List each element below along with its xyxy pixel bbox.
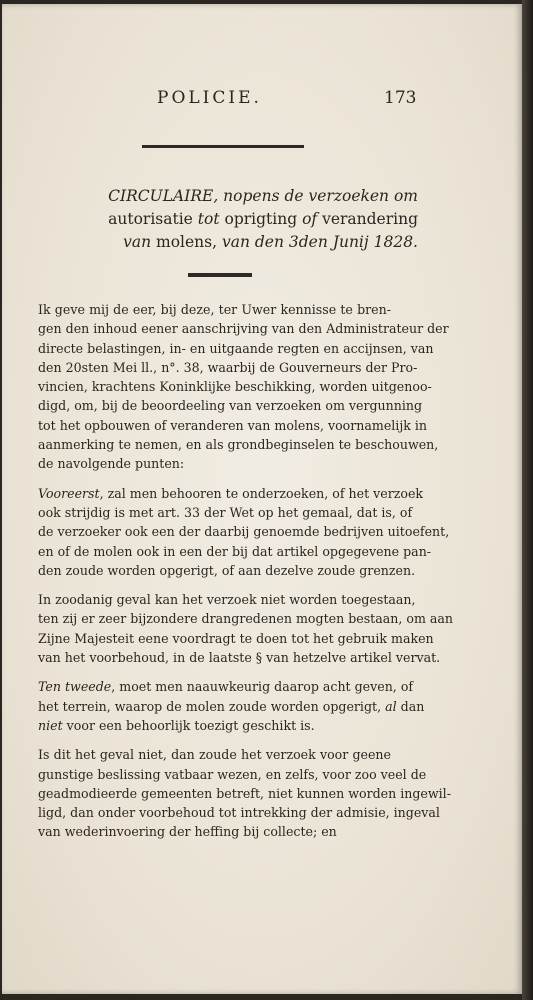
paragraph-1: Ik geve mij de eer, bij deze, ter Uwer kennisse te bren- gen den inhoud eener aanschrijving van den Administrateur der directe belastingen, in- en uitgaande regten en accijnsen, van den 20sten Mei ll., n°. 38, waarbij de Gouverneurs der Pro- vincien, krachtens Koninklijke beschikking, worden uitgenoo- digd, om, bij de beoordeeling van verzoeken om vergunning tot het opbouwen of veranderen van molens, voornamelijk in aanmerking te nemen, en als grondbeginselen te beschouwen, de navolgende punten: [38, 302, 449, 472]
book-page [2, 4, 522, 994]
paragraph-5: Is dit het geval niet, dan zoude het verzoek voor geene gunstige beslissing vatbaar wezen, en zelfs, voor zoo veel de geadmodieerde gemeenten betreft, niet kunnen worden ingewil- ligd, dan onder voorbehoud tot intrekking der admisie, ingeval van wederinvoering der heffing bij collecte; en [38, 747, 451, 840]
circular-heading [102, 185, 418, 254]
page-edge [522, 0, 533, 1000]
short-rule [188, 273, 252, 277]
heading-line-3: van molens, van den 3den Junij 1828. [123, 233, 418, 251]
body-text [38, 300, 454, 852]
paragraph-3: In zoodanig geval kan het verzoek niet worden toegestaan, ten zij er zeer bijzondere drangredenen mogten bestaan, om aan Zijne Majesteit eene voordragt te doen tot het gebruik maken van het voorbehoud, in de laatste § van hetzelve artikel vervat. [38, 592, 454, 666]
running-title: POLICIE. [157, 88, 262, 108]
heading-line-1: CIRCULAIRE, nopens de verzoeken om [108, 187, 418, 205]
heading-line-2: autorisatie tot oprigting of verandering [108, 210, 418, 228]
page-number: 173 [384, 88, 417, 108]
ornamental-rule [142, 145, 304, 148]
paragraph-4: Ten tweede, moet men naauwkeurig daarop acht geven, of het terrein, waarop de molen zoude worden opgerigt, al dan niet voor een behoorlijk toezigt geschikt is. [38, 679, 425, 733]
page-header [2, 88, 522, 114]
paragraph-2: Vooreerst, zal men behooren te onderzoeken, of het verzoek ook strijdig is met art. 33 der Wet op het gemaal, dat is, of de verzoeker ook een der daarbij genoemde bedrijven uitoefent, en of de molen ook in een der bij dat artikel opgegevene pan- den zoude worden opgerigt, of aan dezelve zoude grenzen. [38, 485, 450, 578]
